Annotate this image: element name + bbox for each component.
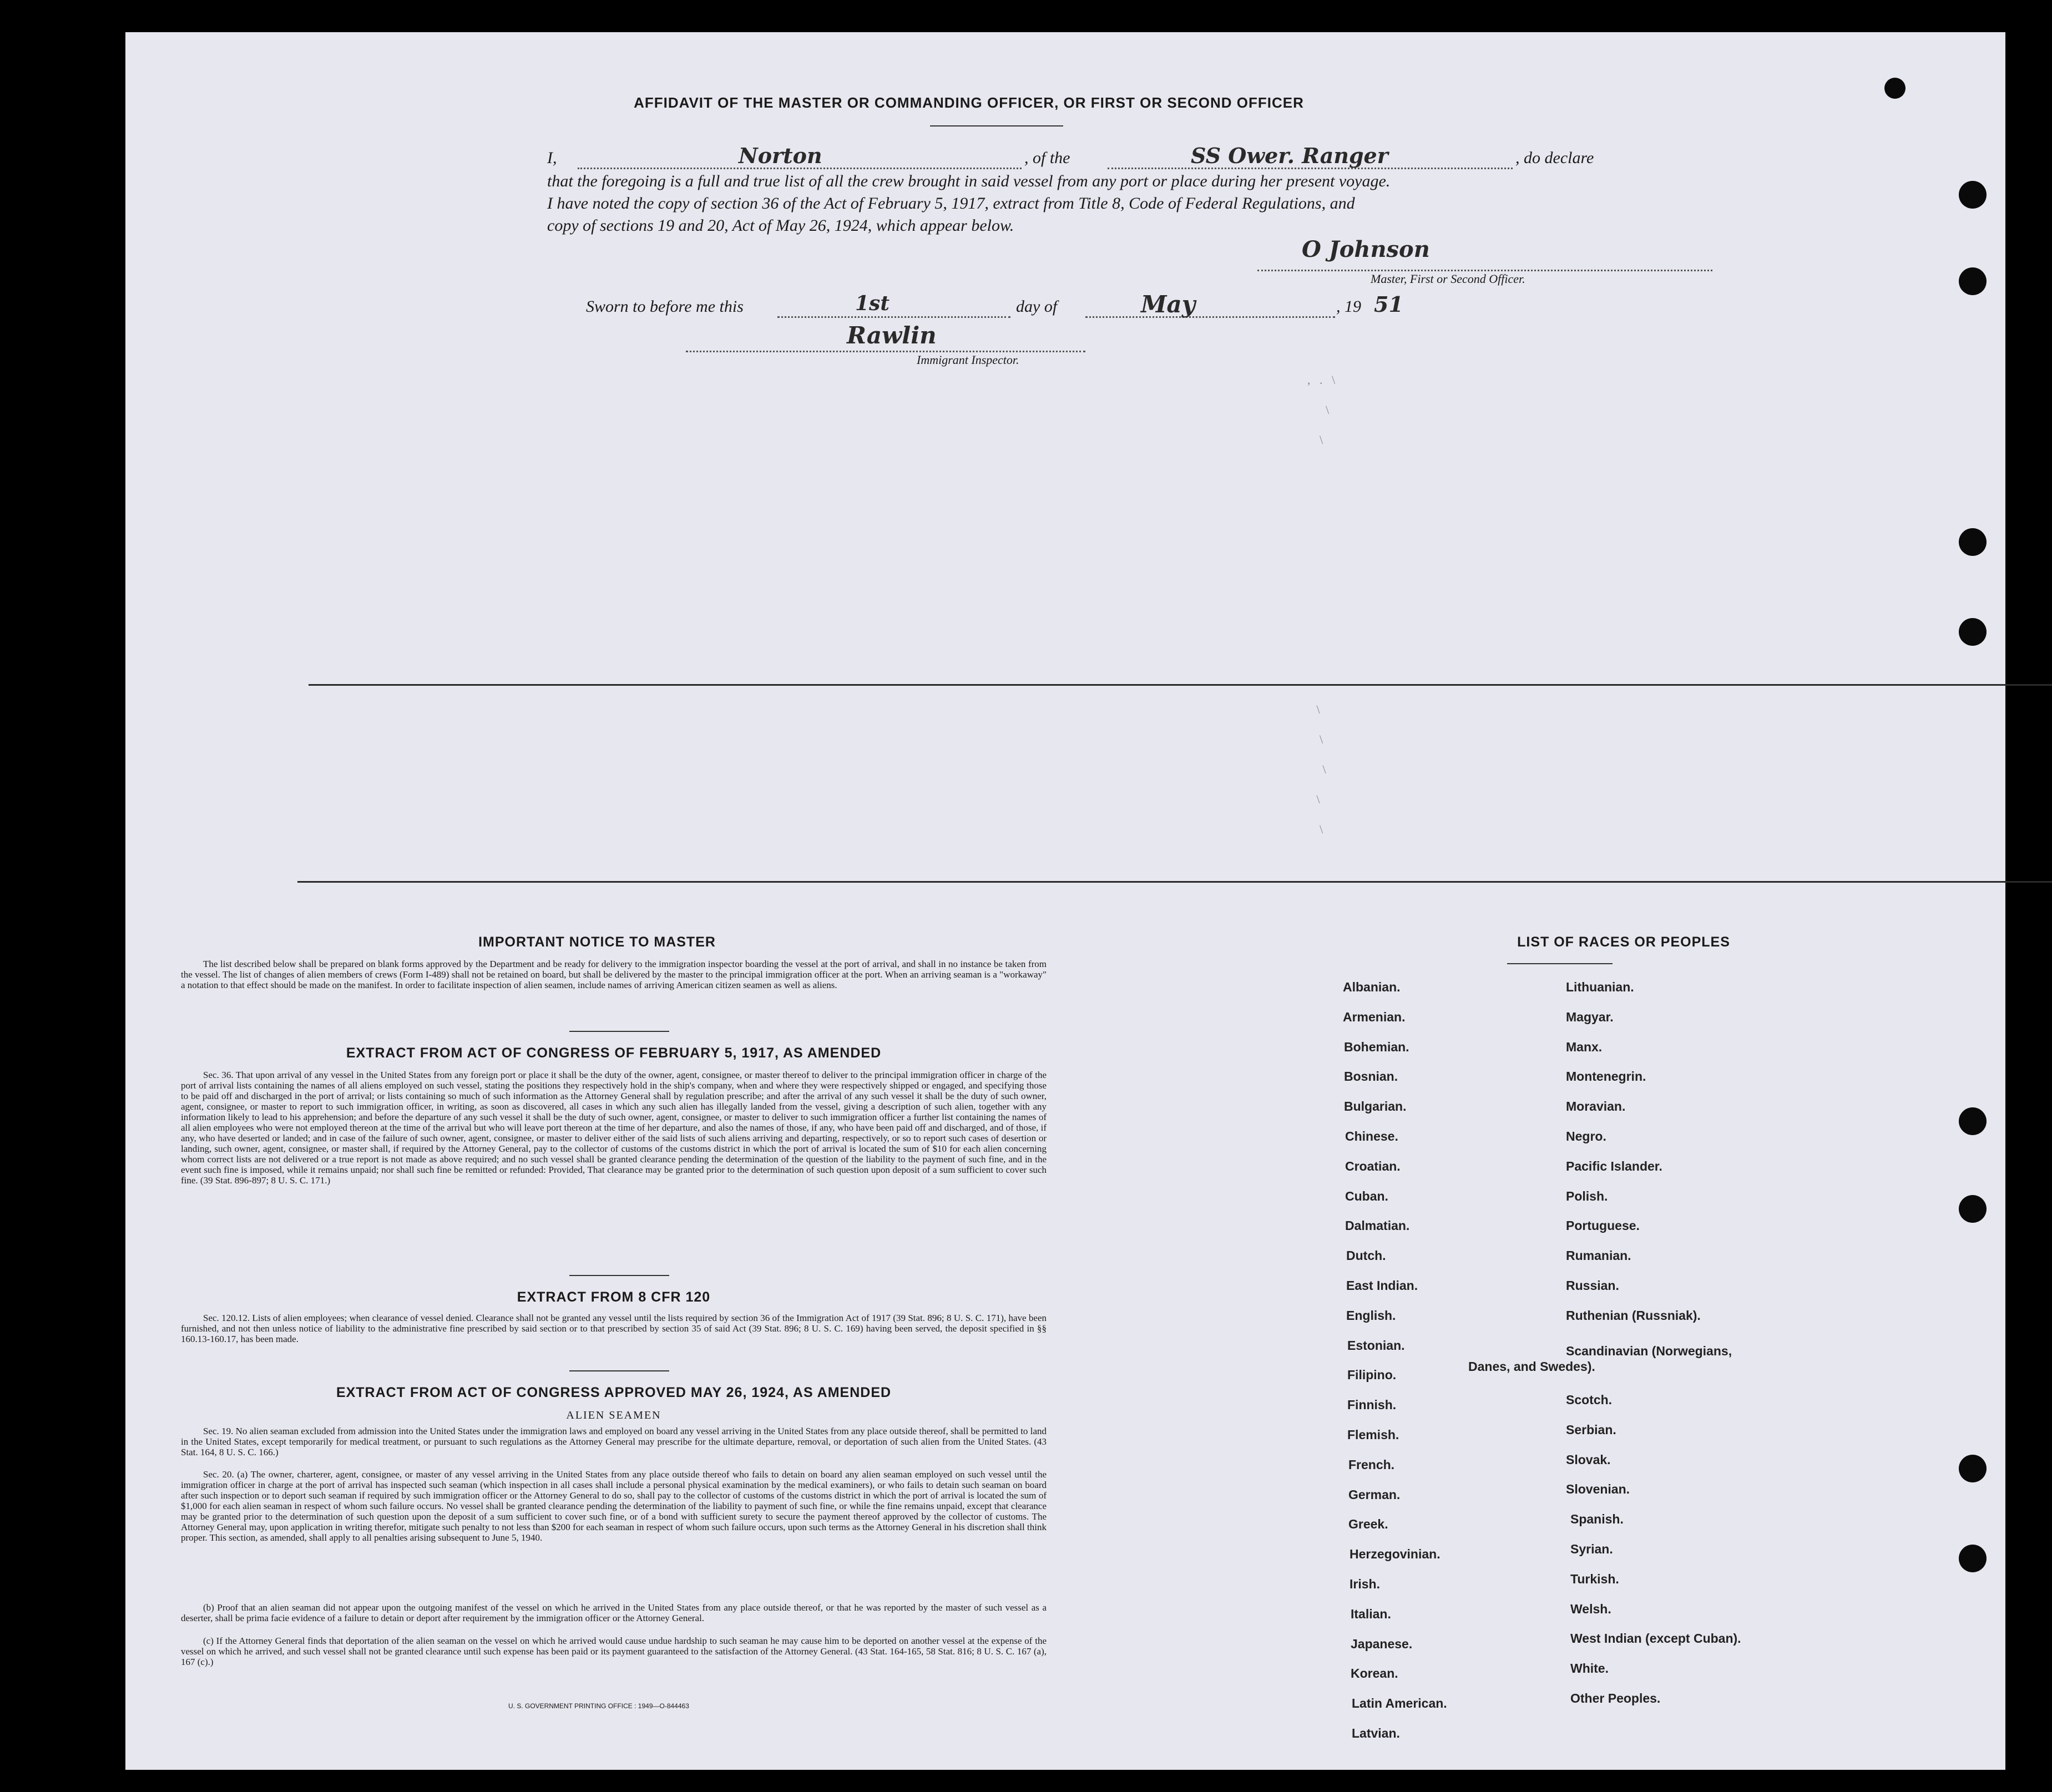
punch-hole (1959, 1107, 1987, 1135)
extract-1924-sec20a: Sec. 20. (a) The owner, charterer, agent, consignee, or master of any vessel arriving in the United States from any place outside thereof who fails to detain on board any alien seaman employed on such vessel until the immigration officer in charge at the port of arrival has inspected such seaman (which inspection in all cases shall include a personal physical examination by the medical examiners), or who fails to detain such seaman on board after such inspection or to deport such seaman if required by such immigration officer or the Attorney General to do so, shall pay to the collector of customs of the customs district in which the port of arrival is located the sum of $1,000 for each alien seaman in respect of whom such failure occurs. No vessel shall be granted clearance pending the determination of the liability to payment of such fine, or while the fine remains unpaid, except that clearance may be granted prior to the determination of such question upon the deposit of a sum sufficient to cover such fine, or of a bond with sufficient surety to secure the payment thereof approved by the collector of customs. The Attorney General may, upon application in writing therefor, mitigate such penalty to not less than $200 for each seaman in respect of whom such failure occurs, upon such terms as the Attorney General in his discretion shall think proper. This section, as amended, shall apply to all penalties arising subsequent to June 5, 1940. (181, 1469, 1047, 1543)
inspector-handwriting: Rawlin (847, 322, 937, 349)
races-title-divider (1507, 963, 1613, 964)
affidavit-line2: that the foregoing is a full and true list of all the crew brought in said vessel from any port or place during her present voyage. (547, 172, 1391, 190)
race-item: Chinese. (1345, 1129, 1398, 1143)
race-item: Rumanian. (1566, 1248, 1631, 1263)
vessel-handwriting: SS Ower. Ranger (1191, 143, 1388, 168)
punch-hole (1959, 618, 1987, 646)
race-item: Bohemian. (1344, 1039, 1409, 1054)
affidavit-line3: I have noted the copy of section 36 of the Act of February 5, 1917, extract from Title 8, Code of Federal Regulations, and (547, 194, 1355, 212)
notice-divider (569, 1031, 669, 1032)
race-item: Syrian. (1570, 1542, 1613, 1556)
race-item: Italian. (1351, 1606, 1391, 1621)
race-item: Portuguese. (1566, 1218, 1640, 1233)
document-page (125, 32, 2005, 1770)
race-item: Other Peoples. (1570, 1691, 1661, 1705)
race-item: East Indian. (1346, 1278, 1418, 1293)
punch-hole (1959, 267, 1987, 295)
faint-marks: , . \ \ \ \ \ \ \ \ (1307, 373, 1336, 836)
race-item: Dalmatian. (1345, 1218, 1410, 1233)
race-item: Croatian. (1345, 1158, 1401, 1173)
punch-hole (1959, 1195, 1987, 1223)
inspector-label: Immigrant Inspector. (917, 353, 1019, 367)
race-item: Cuban. (1345, 1188, 1388, 1203)
race-item: Slovenian. (1566, 1482, 1630, 1497)
race-item: Danes, and Swedes). (1468, 1359, 1595, 1374)
race-item: Russian. (1566, 1278, 1619, 1293)
punch-hole (1959, 181, 1987, 209)
extract-cfr-divider (569, 1370, 669, 1371)
race-item: Negro. (1566, 1129, 1606, 1143)
day-handwriting: 1st (855, 292, 889, 315)
race-item: Finnish. (1347, 1398, 1397, 1413)
race-item: Albanian. (1343, 980, 1401, 994)
race-item: Serbian. (1566, 1422, 1616, 1437)
sworn-label: Sworn to before me this (586, 297, 744, 316)
race-item: French. (1348, 1457, 1395, 1472)
race-item: Moravian. (1566, 1099, 1626, 1114)
punch-hole (1959, 1545, 1987, 1572)
race-item: Latvian. (1352, 1726, 1400, 1740)
race-item: Turkish. (1570, 1571, 1619, 1586)
extract-1917-body: Sec. 36. That upon arrival of any vessel in the United States from any foreign port or place it shall be the duty of the owner, agent, consignee, or master thereof to deliver to the principal immigration officer in charge of the port of arrival lists containing the names of all aliens employed on such vessel, stating the positions they respectively hold in the ship's company, when and where they were respectively shipped or engaged, and specifying those to be paid off and discharged in the port of arrival; or lists containing so much of such information as the Attorney General shall by regulation prescribe; and after the arrival of any such vessel it shall be the duty of such owner, agent, consignee, or master to report to such immigration officer, in writing, as soon as discovered, all cases in which any such alien has illegally landed from the vessel, giving a description of such alien, together with any information likely to lead to his apprehension; and before the departure of any such vessel it shall be the duty of such owner, agent, consignee, or master to deliver to such immigration officer a further list containing the names of all alien employees who were not employed thereon at the time of the arrival but who will leave port thereon at the time of her departure, and also the names of those, if any, who have been paid off and discharged, and of those, if any, who have deserted or landed; and in case of the failure of such owner, agent, consignee, or master to deliver either of the said lists of such aliens arriving and departing, respectively, or so to report such cases of desertion or landing, such owner, agent, consignee, or master shall, if required by the Attorney General, pay to the collector of customs of the customs district in which the port of arrival is located the sum of $10 for each alien concerning whom correct lists are not delivered or a true report is not made as above required; and no such vessel shall be granted clearance pending the determination of the question of the liability to the payment of such fine, and in the event such fine is imposed, while it remains unpaid; nor shall such fine be remitted or refunded: Provided, That clearance may be granted prior to the determination of such question upon deposit of a sum sufficient to cover such fine. (39 Stat. 896-897; 8 U. S. C. 171.) (181, 1070, 1047, 1186)
year-handwriting: 51 (1374, 292, 1403, 317)
extract-1924-sec20c: (c) If the Attorney General finds that deportation of the alien seaman on the vessel on which he arrived would cause undue hardship to such seaman he may cause him to be deported on another vessel at the expense of the vessel on which he arrived, and such vessel shall not be granted clearance until such expense has been paid or its payment guaranteed to the satisfaction of the Attorney General. (43 Stat. 164-165, 58 Stat. 816; 8 U. S. C. 167 (a), 167 (c).) (181, 1636, 1047, 1667)
race-item: Lithuanian. (1566, 980, 1634, 994)
divider-rule-lower (297, 881, 2052, 883)
signature-handwriting: O Johnson (1302, 236, 1430, 262)
extract-1924-sec20b: (b) Proof that an alien seaman did not appear upon the outgoing manifest of the vessel on which he arrived in the United States from any place outside thereof, or that he was reported by the master of such vessel as a deserter, shall be prima facie evidence of a failure to detain or deport after requirement by the immigration officer or the Attorney General. (181, 1602, 1047, 1623)
race-item: German. (1348, 1487, 1401, 1502)
race-item: Scandinavian (Norwegians, (1566, 1344, 1732, 1358)
race-item: Estonian. (1347, 1338, 1405, 1353)
race-item: Armenian. (1343, 1009, 1406, 1024)
name-handwriting: Norton (739, 143, 822, 168)
race-item: Bulgarian. (1344, 1099, 1407, 1114)
month-field (1085, 291, 1335, 318)
day-field (777, 292, 1010, 318)
race-item: Filipino. (1347, 1368, 1397, 1383)
race-item: White. (1570, 1661, 1609, 1676)
extract-cfr-title: EXTRACT FROM 8 CFR 120 (517, 1289, 711, 1305)
do-declare-label: , do declare (1515, 149, 1594, 167)
race-item: English. (1346, 1308, 1396, 1323)
extract-1917-title: EXTRACT FROM ACT OF CONGRESS OF FEBRUARY 5, 1917, AS AMENDED (346, 1045, 882, 1061)
punch-hole (1884, 78, 1906, 99)
affidavit-line4: copy of sections 19 and 20, Act of May 26, 1924, which appear below. (547, 216, 1014, 235)
race-item: Polish. (1566, 1188, 1608, 1203)
sworn-line (586, 291, 1751, 325)
signature-line (1257, 270, 1712, 271)
race-item: West Indian (except Cuban). (1570, 1631, 1741, 1646)
extract-1924-title: EXTRACT FROM ACT OF CONGRESS APPROVED MAY 26, 1924, AS AMENDED (336, 1385, 892, 1400)
affidavit-title: AFFIDAVIT OF THE MASTER OR COMMANDING OFFICER, OR FIRST OR SECOND OFFICER (634, 94, 1304, 111)
race-item: Bosnian. (1344, 1069, 1398, 1084)
notice-body: The list described below shall be prepared on blank forms approved by the Department and be ready for delivery to the immigration inspector boarding the vessel at the port of arrival, and shall in no instance be taken from the vessel. The list of changes of alien members of crews (Form I-489) shall not be retained on board, but shall be delivered by the master to the principal immigration officer at the port. When an arriving seaman is a "workaway" a notation to that effect should be made on the manifest. In order to facilitate inspection of alien seamen, include names of arriving American citizen seamen as well as aliens. (181, 959, 1047, 990)
race-item: Magyar. (1566, 1009, 1614, 1024)
extract-1924-sec19: Sec. 19. No alien seaman excluded from admission into the United States under the immigration laws and employed on board any vessel arriving in the United States from any place outside thereof, shall be permitted to land in the United States, except temporarily for medical treatment, or pursuant to such regulations as the Attorney General may prescribe for the ultimate departure, removal, or deportation of such alien from the United States. (43 Stat. 164, 8 U. S. C. 166.) (181, 1426, 1047, 1457)
races-title: LIST OF RACES OR PEOPLES (1517, 934, 1730, 950)
of-the-label: , of the (1024, 149, 1070, 167)
divider-rule-upper (309, 684, 2052, 686)
day-of-label: day of (1016, 297, 1058, 316)
extract-1917-divider (569, 1275, 669, 1276)
notice-title: IMPORTANT NOTICE TO MASTER (478, 934, 716, 950)
extract-cfr-body: Sec. 120.12. Lists of alien employees; when clearance of vessel denied. Clearance shall not be granted any vessel until the lists required by section 36 of the Immigration Act of 1917 (39 Stat. 896; 8 U. S. C. 171), have been furnished, and not then unless notice of liability to the administrative fine prescribed by said section or to that prescribed by section 35 of said Act (39 Stat. 896; 8 U. S. C. 169) having been served, the deposit specified in §§ 160.13-160.17, has been made. (181, 1313, 1047, 1344)
race-item: Korean. (1351, 1666, 1398, 1681)
race-item: Latin American. (1352, 1696, 1447, 1711)
printing-office-footer: U. S. GOVERNMENT PRINTING OFFICE : 1949—O-844463 (508, 1702, 689, 1710)
race-item: Greek. (1348, 1517, 1388, 1532)
race-item: Flemish. (1347, 1427, 1399, 1442)
race-item: Ruthenian (Russniak). (1566, 1308, 1701, 1323)
month-handwriting: May (1141, 291, 1196, 318)
title-underline (930, 125, 1063, 126)
race-item: Herzegovinian. (1350, 1547, 1441, 1562)
race-item: Pacific Islander. (1566, 1158, 1662, 1173)
race-item: Welsh. (1570, 1601, 1611, 1616)
race-item: Scotch. (1566, 1393, 1613, 1407)
punch-hole (1959, 528, 1987, 556)
race-item: Spanish. (1570, 1512, 1624, 1527)
inspector-line (686, 351, 1085, 352)
signature-label: Master, First or Second Officer. (1371, 272, 1525, 286)
name-field (578, 143, 1022, 169)
punch-hole (1959, 1455, 1987, 1482)
extract-1924-subtitle: ALIEN SEAMEN (566, 1409, 661, 1421)
race-item: Dutch. (1346, 1248, 1386, 1263)
vessel-field (1108, 143, 1513, 169)
race-item: Japanese. (1351, 1636, 1413, 1651)
year-prefix: , 19 (1336, 297, 1361, 316)
race-item: Manx. (1566, 1039, 1603, 1054)
race-item: Irish. (1350, 1577, 1380, 1591)
i-label: I, (547, 149, 557, 167)
race-item: Slovak. (1566, 1452, 1611, 1467)
race-item: Montenegrin. (1566, 1069, 1646, 1084)
